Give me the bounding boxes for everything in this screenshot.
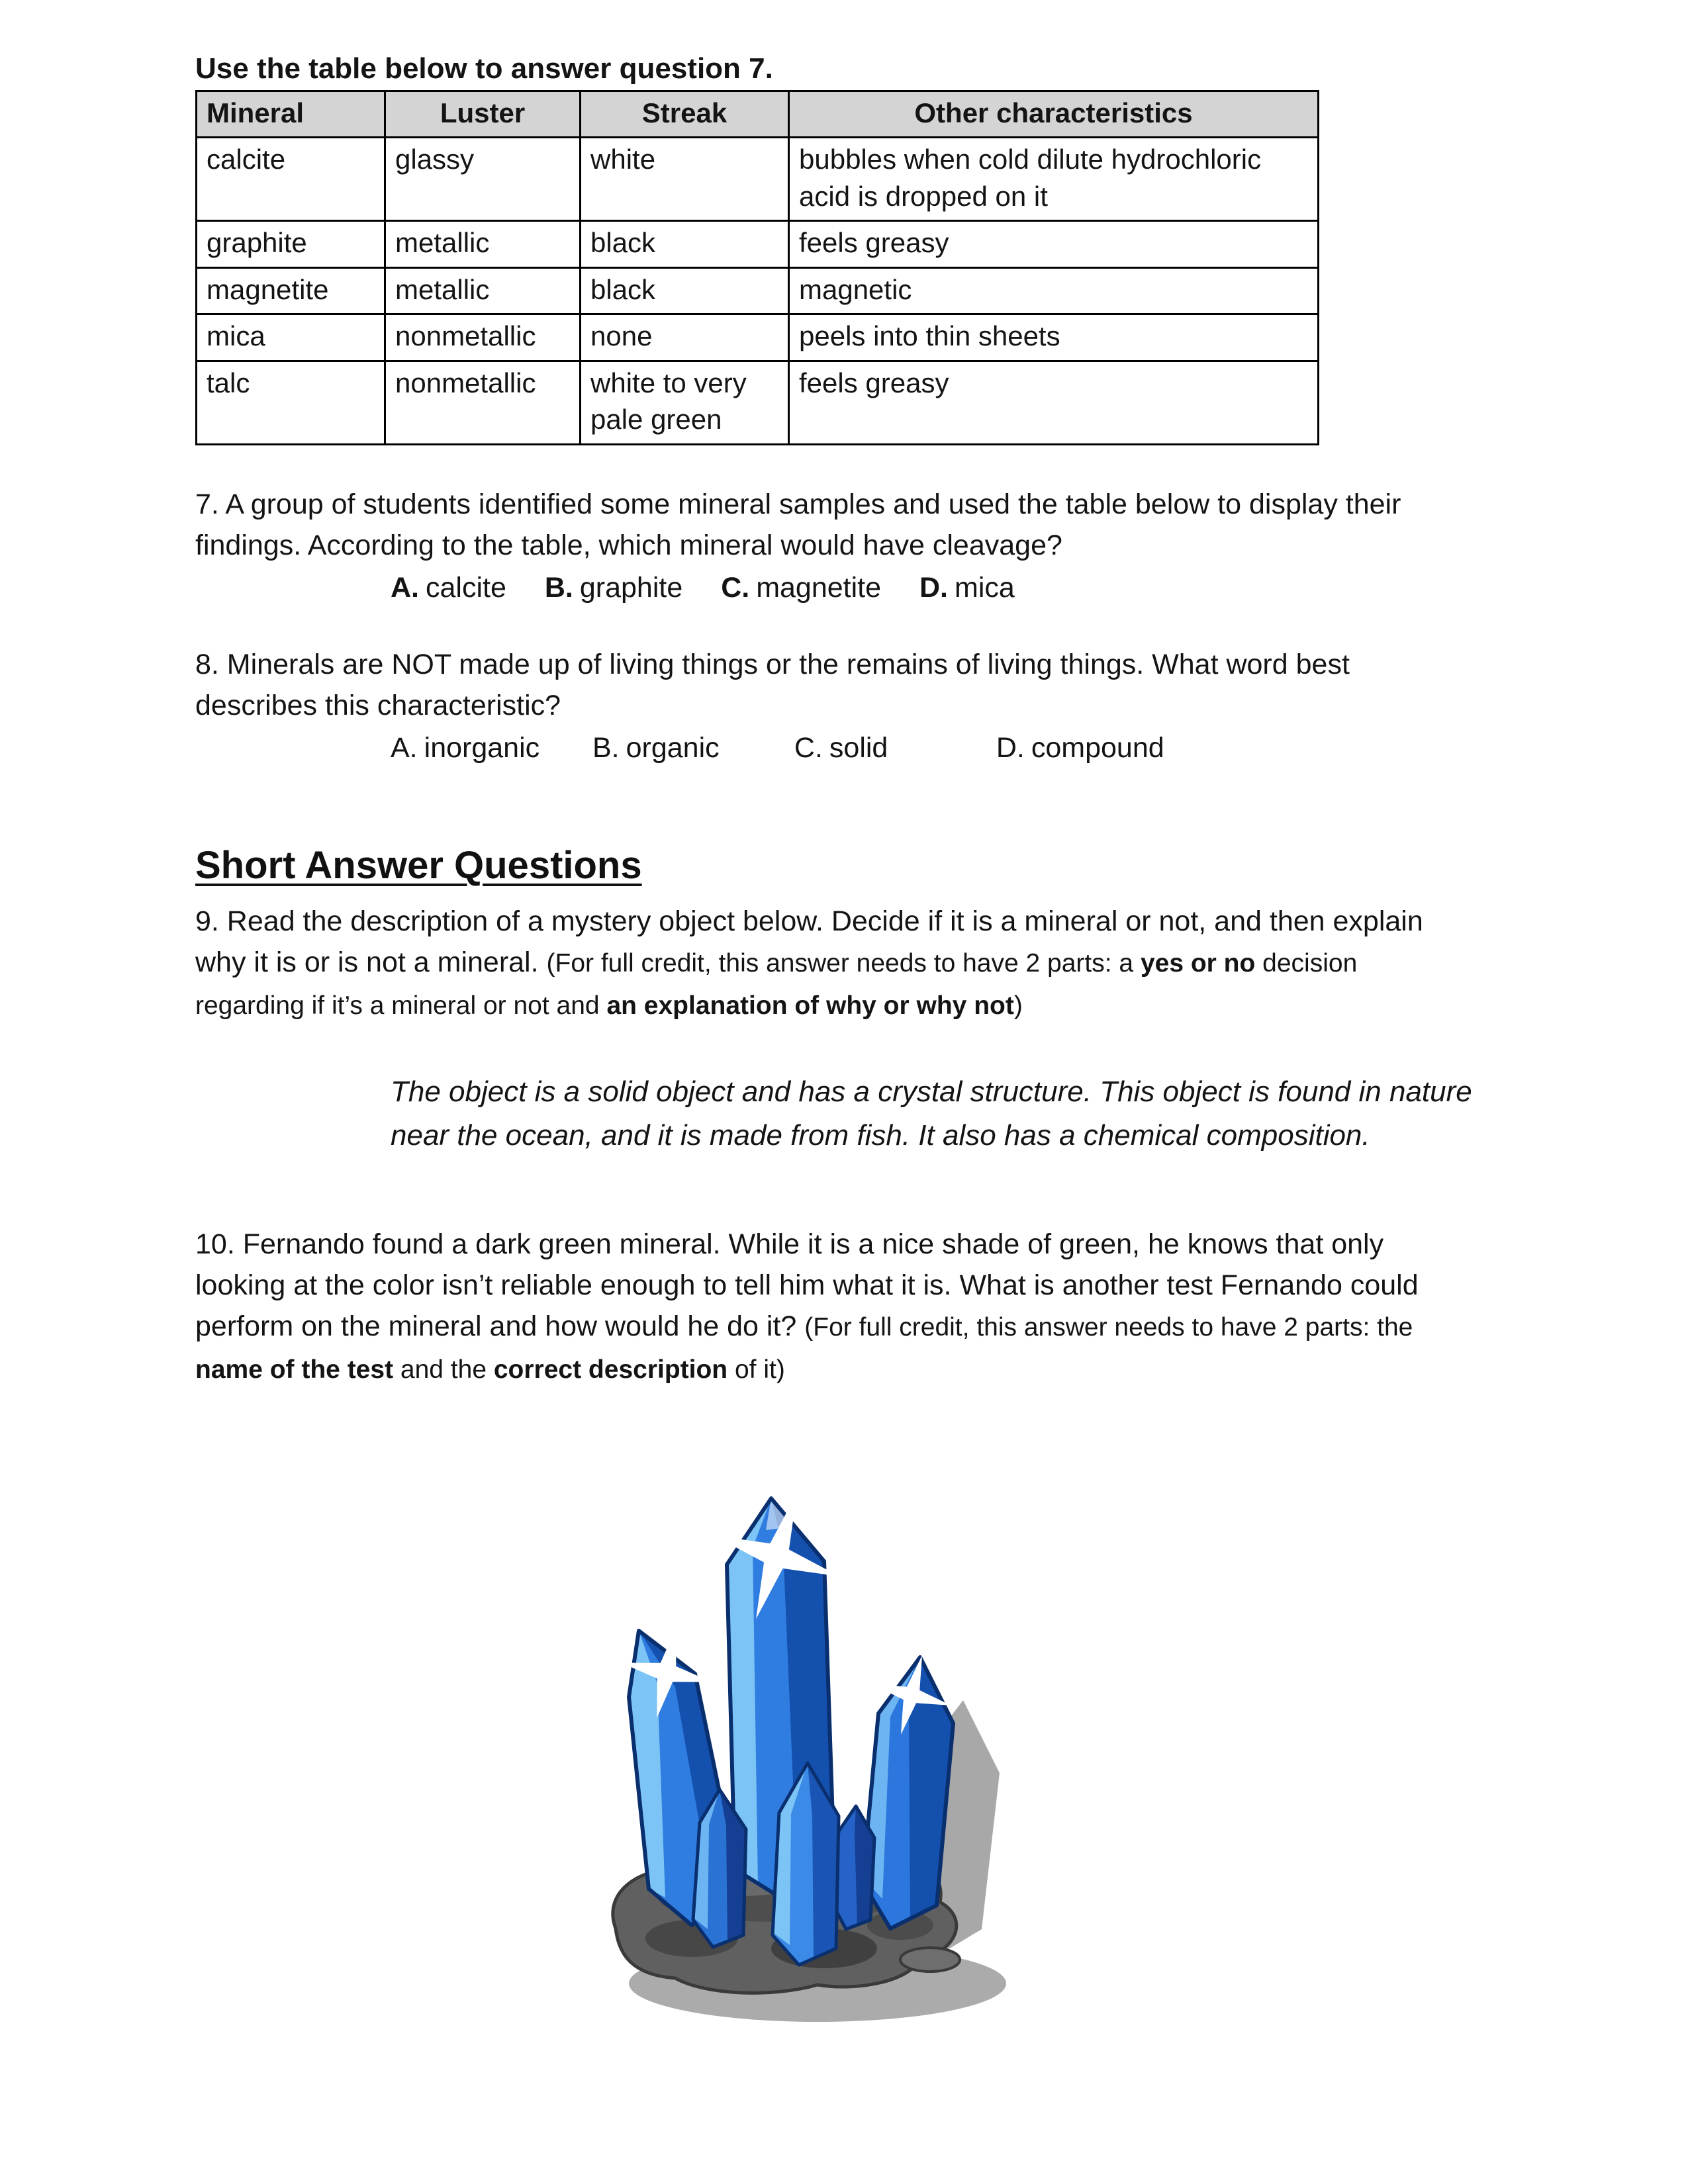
cell-mineral: magnetite — [197, 267, 385, 314]
option-b — [545, 572, 682, 604]
mystery-object-description: The object is a solid object and has a crystal structure. This object is found in nature near the ocean, and it is made from fish. It also has a chemical composition. — [391, 1075, 1472, 1152]
question-9-main: 9. Read the description of a mystery object below. Decide if it is a mineral or not, and then explain why it is or is not a mineral. — [195, 905, 1423, 978]
col-header-luster: Luster — [385, 91, 581, 138]
cell-other: feels greasy — [789, 221, 1319, 267]
option-label: inorganic — [424, 731, 540, 764]
short-answer-heading: Short Answer Questions — [195, 843, 642, 887]
option-a — [391, 572, 506, 604]
question-9-note: ) — [1013, 991, 1023, 1020]
question-10-note: of it) — [727, 1355, 785, 1384]
option-letter: C. — [721, 571, 750, 604]
option-label: organic — [626, 731, 720, 764]
option-letter: A. — [391, 731, 418, 764]
option-label: magnetite — [756, 571, 882, 604]
cell-luster: glassy — [385, 138, 581, 221]
col-header-other: Other characteristics — [789, 91, 1319, 138]
cell-mineral: talc — [197, 361, 385, 444]
option-letter: D. — [919, 571, 948, 604]
table-row — [197, 361, 1319, 444]
cell-other: bubbles when cold dilute hydrochloric acid is dropped on it — [789, 138, 1319, 221]
table-row — [197, 314, 1319, 361]
col-header-mineral: Mineral — [197, 91, 385, 138]
cell-luster: metallic — [385, 267, 581, 314]
option-a — [391, 727, 585, 768]
question-9-bold-1: yes or no — [1140, 948, 1256, 978]
option-label: compound — [1031, 731, 1164, 764]
option-letter: B. — [544, 571, 573, 604]
cell-luster: metallic — [385, 221, 581, 267]
crystal-illustration-svg — [539, 1462, 1009, 2038]
question-10-note: and the — [393, 1355, 494, 1384]
question-8 — [195, 644, 1523, 768]
option-d — [996, 727, 1190, 768]
table-row — [197, 221, 1319, 267]
question-10 — [195, 1224, 1523, 1390]
cell-streak: black — [581, 221, 789, 267]
cell-mineral: mica — [197, 314, 385, 361]
question-10-bold-1: name of the test — [195, 1355, 394, 1384]
question-7 — [195, 484, 1523, 608]
question-9 — [195, 901, 1523, 1158]
option-letter: C. — [794, 731, 823, 764]
crystal-illustration — [539, 1462, 1009, 2038]
cell-mineral: calcite — [197, 138, 385, 221]
cell-other: feels greasy — [789, 361, 1319, 444]
table-row — [197, 138, 1319, 221]
cell-other: magnetic — [789, 267, 1319, 314]
col-header-streak: Streak — [581, 91, 789, 138]
option-label: calcite — [426, 571, 506, 604]
question-8-text: 8. Minerals are NOT made up of living things or the remains of living things. What word best describes this characteristic? — [195, 648, 1350, 721]
option-d — [919, 572, 1015, 604]
question-10-note: (For full credit, this answer needs to have 2 parts: the — [804, 1312, 1413, 1342]
question-7-text: 7. A group of students identified some mineral samples and used the table below to display their findings. According to the table, which mineral would have cleavage? — [195, 488, 1401, 561]
question-10-main: 10. Fernando found a dark green mineral. While it is a nice shade of green, he knows that only looking at the color isn’t reliable enough to tell him what it is. What is another test Fernando could perform on the mineral and how would he do it? — [195, 1228, 1419, 1342]
option-label: mica — [955, 571, 1015, 604]
question-10-bold-2: correct description — [493, 1355, 728, 1384]
table-row — [197, 267, 1319, 314]
option-letter: A. — [391, 571, 419, 604]
question-8-options — [391, 727, 1523, 768]
cell-streak: black — [581, 267, 789, 314]
cell-mineral: graphite — [197, 221, 385, 267]
cell-streak: none — [581, 314, 789, 361]
option-b — [592, 727, 786, 768]
option-letter: D. — [996, 731, 1025, 764]
option-label: graphite — [579, 571, 683, 604]
option-c — [794, 727, 988, 768]
question-9-note: (For full credit, this answer needs to have 2 parts: a — [546, 948, 1141, 978]
cell-luster: nonmetallic — [385, 361, 581, 444]
cell-luster: nonmetallic — [385, 314, 581, 361]
cell-streak: white to very pale green — [581, 361, 789, 444]
question-9-bold-2: an explanation of why or why not — [606, 991, 1014, 1020]
option-letter: B. — [592, 731, 620, 764]
question-9-text — [195, 901, 1473, 1026]
option-c — [721, 572, 881, 604]
question-9-note: decision regarding if it’s a mineral or not and — [195, 948, 1358, 1020]
cell-other: peels into thin sheets — [789, 314, 1319, 361]
option-label: solid — [829, 731, 888, 764]
mineral-properties-table — [195, 90, 1319, 445]
question-7-options — [391, 567, 1523, 608]
table-header-row — [197, 91, 1319, 138]
cell-streak: white — [581, 138, 789, 221]
question-10-text — [195, 1224, 1473, 1390]
table-caption: Use the table below to answer question 7. — [195, 52, 773, 85]
